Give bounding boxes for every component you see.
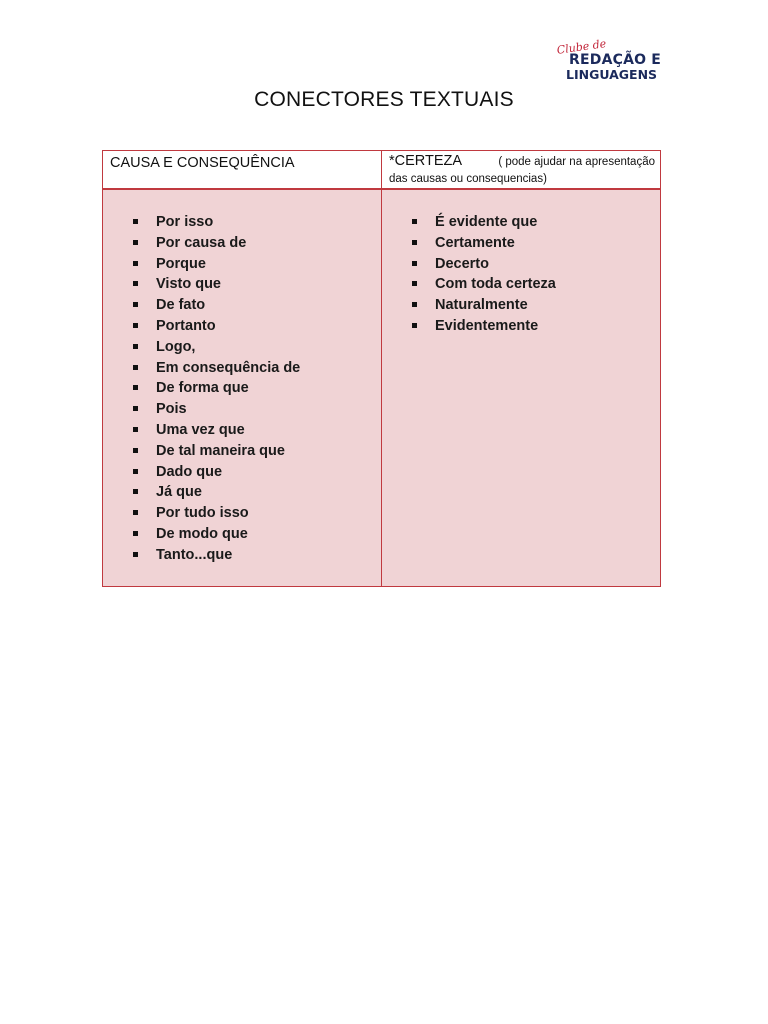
square-bullet-icon (412, 240, 417, 245)
list-item (133, 420, 300, 441)
header-divider (102, 188, 661, 190)
square-bullet-icon (133, 302, 138, 307)
list-item-label: Por isso (156, 214, 214, 230)
list-item-label: De forma que (156, 380, 249, 397)
square-bullet-icon (133, 531, 138, 536)
logo-line2: LINGUAGENS (566, 67, 658, 82)
list-item (133, 337, 300, 358)
list-item-label: Com toda certeza (435, 276, 556, 293)
header-cell-cause (102, 150, 382, 190)
square-bullet-icon (133, 448, 138, 453)
list-item (133, 233, 300, 254)
list-item-label: Visto que (156, 276, 221, 293)
list-item (133, 399, 300, 420)
square-bullet-icon (133, 510, 138, 515)
list-item-label: Em consequência de (156, 359, 301, 376)
list-item (133, 295, 300, 316)
list-item (412, 254, 556, 275)
square-bullet-icon (133, 552, 138, 557)
square-bullet-icon (133, 406, 138, 411)
logo (554, 37, 664, 86)
list-item (133, 462, 300, 483)
square-bullet-icon (133, 427, 138, 432)
square-bullet-icon (412, 261, 417, 266)
list-item (133, 358, 300, 379)
list-item-label: É evidente que (435, 214, 538, 230)
list-item-label: Evidentemente (435, 317, 539, 334)
list-item (412, 316, 556, 337)
list-item (133, 482, 300, 503)
list-item-label: Tanto...que (156, 546, 233, 563)
list-item-label: Logo, (156, 338, 196, 355)
logo-script-text: Clube de (556, 37, 607, 57)
list-item (133, 441, 300, 462)
list-item-label: De fato (156, 297, 206, 314)
square-bullet-icon (133, 261, 138, 266)
square-bullet-icon (412, 302, 417, 307)
list-item-label: De tal maneira que (156, 442, 285, 459)
list-item-label: Portanto (156, 317, 216, 334)
cause-connector-list (133, 212, 300, 566)
list-item (133, 274, 300, 295)
list-item-label: Por causa de (156, 234, 247, 251)
header-certainty-note-line1: ( pode ajudar na apresentação (498, 156, 655, 168)
connectors-table (102, 150, 661, 587)
square-bullet-icon (133, 219, 138, 224)
header-certainty-text (389, 153, 655, 188)
list-item-label: Certamente (435, 234, 515, 251)
body-cell-certainty (381, 189, 661, 587)
header-certainty-note-line2: das causas ou consequencias) (389, 173, 547, 185)
list-item-label: Naturalmente (435, 297, 528, 314)
list-item (412, 274, 556, 295)
square-bullet-icon (133, 281, 138, 286)
list-item-label: Por tudo isso (156, 505, 249, 522)
square-bullet-icon (412, 323, 417, 328)
list-item (412, 295, 556, 316)
body-cell-cause (102, 189, 382, 587)
list-item (412, 212, 556, 233)
square-bullet-icon (133, 240, 138, 245)
square-bullet-icon (133, 344, 138, 349)
square-bullet-icon (133, 469, 138, 474)
list-item-label: Já que (156, 484, 202, 501)
header-certainty-label: *CERTEZA (389, 153, 463, 169)
header-cell-certainty (381, 150, 661, 190)
logo-line1: REDAÇÃO E (569, 52, 662, 68)
certainty-connector-list (412, 212, 556, 337)
list-item (133, 316, 300, 337)
square-bullet-icon (412, 281, 417, 286)
list-item-label: Uma vez que (156, 421, 245, 438)
square-bullet-icon (133, 365, 138, 370)
list-item (133, 503, 300, 524)
list-item (133, 212, 300, 233)
list-item (133, 545, 300, 566)
square-bullet-icon (133, 489, 138, 494)
list-item (133, 524, 300, 545)
list-item-label: Dado que (156, 463, 223, 480)
list-item-label: Decerto (435, 255, 489, 272)
list-item-label: Pois (156, 401, 187, 418)
document-title: CONECTORES TEXTUAIS (254, 88, 514, 111)
list-item (133, 378, 300, 399)
list-item (412, 233, 556, 254)
list-item (133, 254, 300, 275)
square-bullet-icon (412, 219, 417, 224)
square-bullet-icon (133, 385, 138, 390)
list-item-label: De modo que (156, 525, 248, 542)
header-cause-label: CAUSA E CONSEQUÊNCIA (110, 155, 295, 171)
square-bullet-icon (133, 323, 138, 328)
list-item-label: Porque (156, 255, 206, 272)
